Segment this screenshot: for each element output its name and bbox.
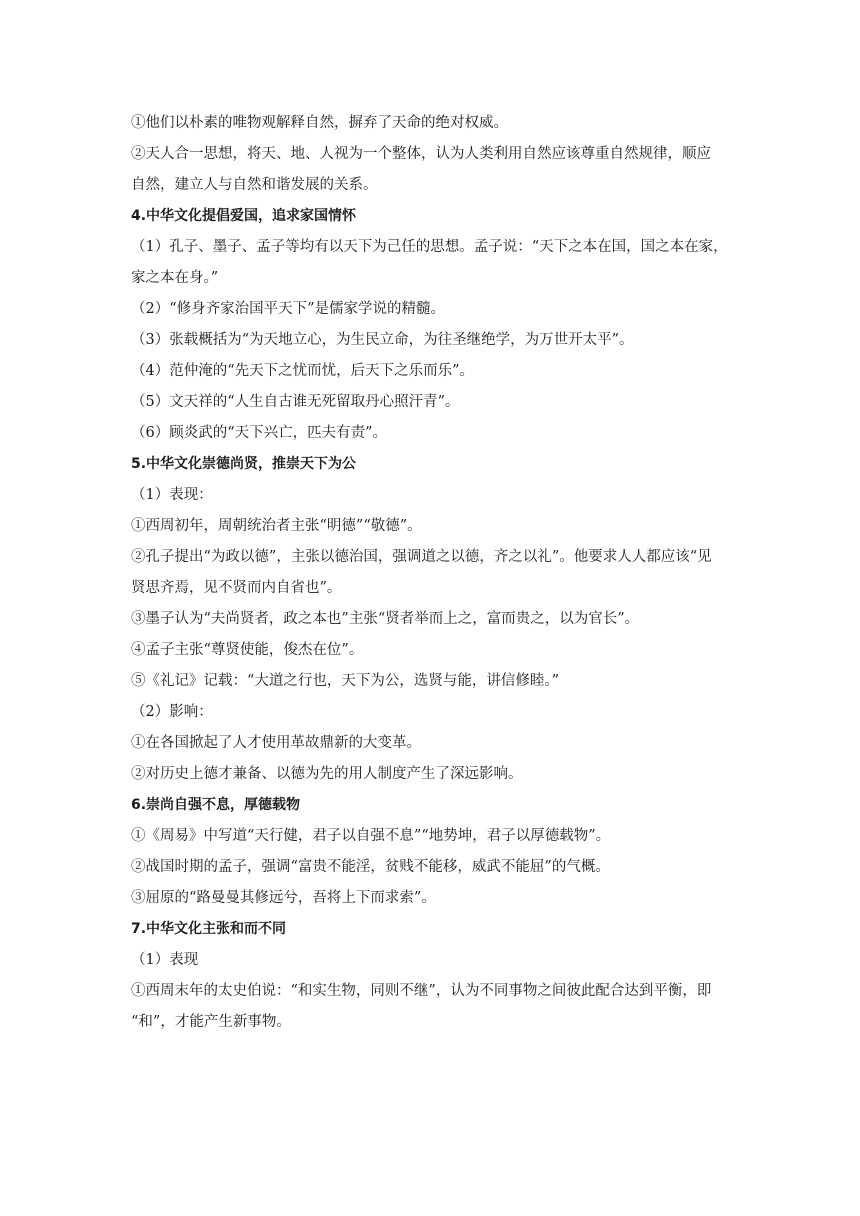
section-heading-6: 6.崇尚自强不息，厚德载物: [131, 797, 301, 813]
text-line: （1）表现: [131, 952, 199, 968]
text-line: ①西周末年的太史伯说：“和实生物，同则不继”，认为不同事物之间彼此配合达到平衡，即: [131, 983, 712, 999]
text-line: “和”，才能产生新事物。: [131, 1014, 291, 1030]
text-line: （1）孔子、墨子、孟子等均有以天下为己任的思想。孟子说：“天下之本在国，国之本在家，: [131, 239, 728, 255]
document-body: [131, 108, 733, 1038]
text-line: （2）“修身齐家治国平天下”是儒家学说的精髓。: [131, 301, 446, 317]
text-line: ①他们以朴素的唯物观解释自然，摒弃了天命的绝对权威。: [131, 115, 508, 131]
text-line: ③墨子认为“夫尚贤者，政之本也”主张“贤者举而上之，富而贵之，以为官长”。: [131, 611, 640, 627]
text-line: ②对历史上德才兼备、以德为先的用人制度产生了深远影响。: [131, 766, 523, 782]
text-line: ①《周易》中写道“天行健，君子以自强不息”“地势坤，君子以厚德载物”。: [131, 828, 611, 844]
section-heading-7: 7.中华文化主张和而不同: [131, 921, 287, 937]
text-line: ③屈原的“路曼曼其修远兮，吾将上下而求索”。: [131, 890, 436, 906]
text-line: ①在各国掀起了人才使用革故鼎新的大变革。: [131, 735, 421, 751]
text-line: ②孔子提出“为政以德”，主张以德治国，强调道之以德，齐之以礼”。他要求人人都应该“见: [131, 549, 712, 565]
text-line: （5）文天祥的“人生自古谁无死留取丹心照汗青”。: [131, 394, 460, 410]
text-line: ①西周初年，周朝统治者主张“明德”“敬德”。: [131, 518, 422, 534]
text-line: ②战国时期的孟子，强调“富贵不能淫，贫贱不能移，威武不能屈”的气概。: [131, 859, 610, 875]
text-line: （2）影响：: [131, 704, 213, 720]
text-line: ⑤《礼记》记载：“大道之行也，天下为公，选贤与能，讲信修睦。”: [131, 673, 560, 689]
text-line: （1）表现：: [131, 487, 213, 503]
text-line: 自然，建立人与自然和谐发展的关系。: [131, 177, 378, 193]
text-line: 家之本在身。”: [131, 270, 219, 286]
text-line: ②天人合一思想，将天、地、人视为一个整体，认为人类利用自然应该尊重自然规律，顺应: [131, 146, 711, 162]
text-line: （4）范仲淹的“先天下之忧而忧，后天下之乐而乐”。: [131, 363, 475, 379]
text-line: ④孟子主张“尊贤使能，俊杰在位”。: [131, 642, 364, 658]
text-line: （3）张载概括为“为天地立心，为生民立命，为往圣继绝学，为万世开太平”。: [131, 332, 634, 348]
section-heading-4: 4.中华文化提倡爱国，追求家国情怀: [131, 208, 357, 224]
text-line: 贤思齐焉，见不贤而内自省也”。: [131, 580, 342, 596]
section-heading-5: 5.中华文化崇德尚贤，推崇天下为公: [131, 456, 357, 472]
text-line: （6）顾炎武的“天下兴亡，匹夫有责”。: [131, 425, 388, 441]
